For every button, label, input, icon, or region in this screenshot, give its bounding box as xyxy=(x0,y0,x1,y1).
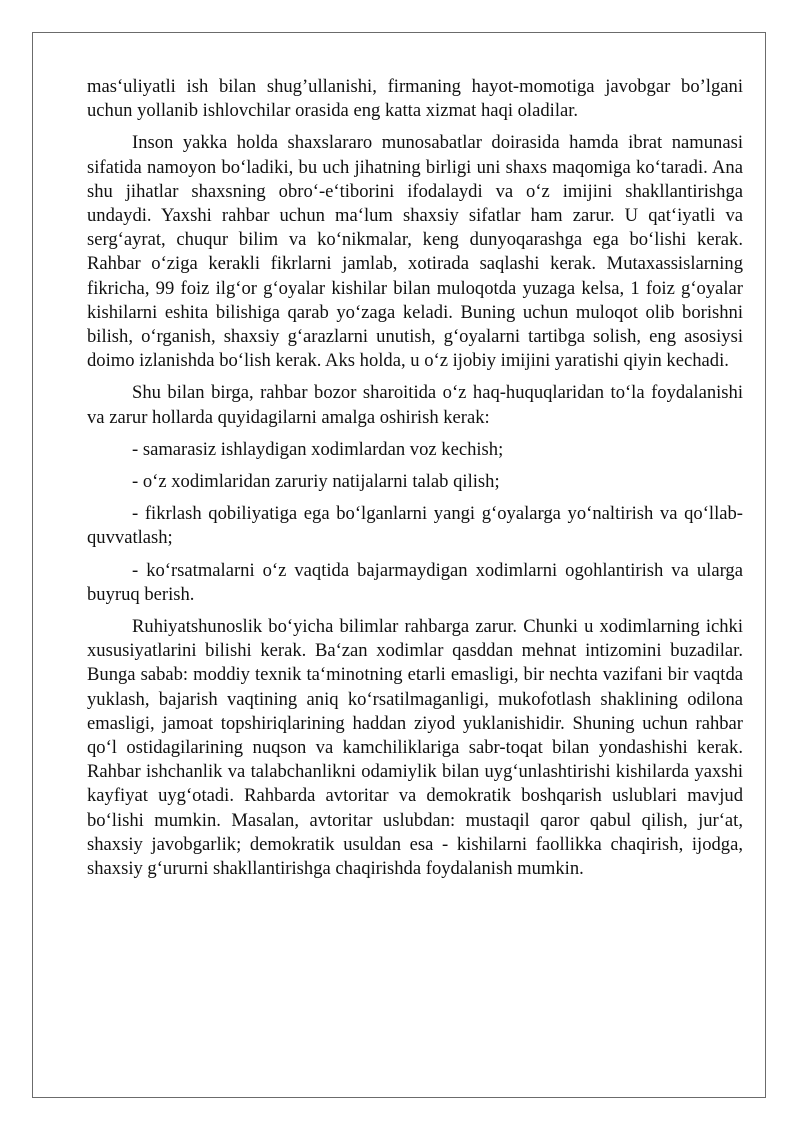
list-item-dismiss-inefficient: - samarasiz ishlaydigan xodimlardan voz kechish; xyxy=(132,438,504,460)
paragraph-continuation: mas‘uliyatli ish bilan shug’ullanishi, firmaning hayot-momotiga javobgar bo’lgani uchun yollanib ishlovchilar orasida eng katta xizmat haqi oladilar. xyxy=(87,76,743,122)
paragraph-psychology: Ruhiyatshunoslik bo‘yicha bilimlar rahbarga zarur. Chunki u xodimlarning ichki xususiyatlarini bilishi kerak. Ba‘zan xodimlar qasddan mehnat intizomini buzadilar. Bunga sabab: moddiy texnik ta‘minotning etarli emasligi, bir nechta vazifani bir vaqtda yuklash, bajarish vaqtining aniq ko‘rsatilmaganligi, mukofotlash shaklining odilona emasligi, jamoat topshiriqlarining haddan ziyod yuklanishidir. Shuning uchun rahbar qo‘l ostidagilarining nuqson va kamchiliklariga sabr-toqat bilan yondashishi kerak. Rahbar ishchanlik va talabchanlikni odamiylik bilan uyg‘unlashtirishi kishilarda yaxshi kayfiyat uyg‘otadi. Rahbarda avtoritar va demokratik boshqarish uslublari mavjud bo‘lishi mumkin. Masalan, avtoritar uslubdan: mustaqil qaror qabul qilish, jur‘at, shaxsiy javobgarlik; demokratik usuldan esa - kishilarni faollikka chaqirish, ijodga, shaxsiy g‘ururni shakllantirishga chaqirishda foydalanish mumkin. xyxy=(87,616,743,880)
list-item-warn-employees: - ko‘rsatmalarni o‘z vaqtida bajarmaydigan xodimlarni ogohlantirish va ularga buyruq berish. xyxy=(87,559,743,605)
paragraph-leader-rights: Shu bilan birga, rahbar bozor sharoitida o‘z haq-huquqlaridan to‘la foydalanishi va zarur hollarda quyidagilarni amalga oshirish kerak: xyxy=(87,382,743,428)
paragraph-leader-image: Inson yakka holda shaxslararo munosabatlar doirasida hamda ibrat namunasi sifatida namoyon bo‘ladiki, bu uch jihatning birligi uni shaxs maqomiga ko‘taradi. Ana shu jihatlar shaxsning obro‘-e‘tiborini ifodalaydi va o‘z imijini shakllantirishga undaydi. Yaxshi rahbar uchun ma‘lum shaxsiy sifatlar ham zarur. U qat‘iyatli va serg‘ayrat, chuqur bilim va ko‘nikmalar, keng dunyoqarashga ega bo‘lishi kerak. Rahbar o‘ziga kerakli fikrlarni jamlab, xotirada saqlashi kerak. Mutaxassislarning fikricha, 99 foiz ilg‘or g‘oyalar kishilar bilan muloqotda yuzaga kelsa, 1 foiz g‘oyalar kishilarni eshita bilishiga qarab yo‘zaga keladi. Buning uchun muloqot olib borishni bilish, o‘rganish, shaxsiy g‘arazlarni unutish, g‘oyalarni tartibga solish, eng asosiysi doimo izlanishda bo‘lish kerak. Aks holda, u o‘z ijobiy imijini yaratishi qiyin kechadi. xyxy=(87,132,743,372)
list-item-support-ideas: - fikrlash qobiliyatiga ega bo‘lganlarni yangi g‘oyalarga yo‘naltirish va qo‘llab-quvvatlash; xyxy=(87,503,743,549)
list-item-demand-results: - o‘z xodimlaridan zaruriy natijalarni talab qilish; xyxy=(132,471,500,493)
document-body xyxy=(87,75,743,889)
